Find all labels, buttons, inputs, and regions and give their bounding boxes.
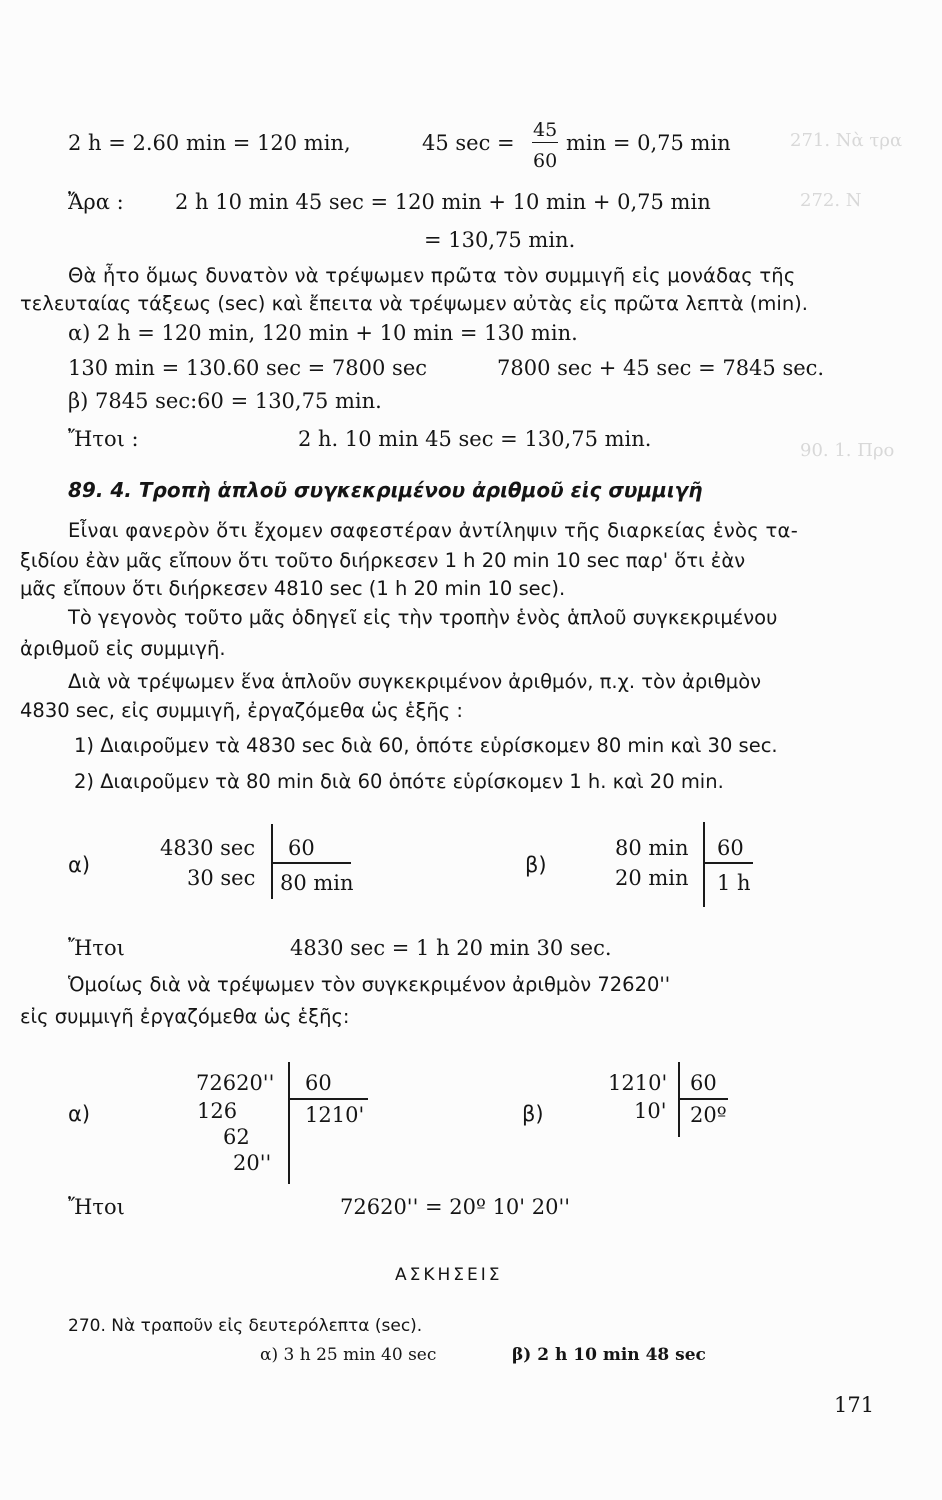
bleed-through-text: 90. 1. Προ <box>800 440 895 461</box>
section-para-6: Διὰ νὰ τρέψωμεν ἕνα ἁπλοῦν συγκεκριμένον ἀριθμόν, π.χ. τὸν ἀριθμὸν <box>68 670 762 693</box>
exercise-270: 270. Νὰ τραποῦν εἰς δευτερόλεπτα (sec). <box>68 1316 423 1336</box>
para1-line-4b: 7800 sec + 45 sec = 7845 sec. <box>497 356 825 380</box>
div2-remainder-2: 62 <box>223 1125 250 1149</box>
section-para-2: ξιδίου ἐὰν μᾶς εἴπουν ὅτι τοῦτο διήρκεσεν 1 h 20 min 10 sec παρ' ὅτι ἐὰν <box>20 549 746 572</box>
bleed-through-text: 272. Ν <box>800 190 862 211</box>
ara-label: Ἄρα : <box>68 190 124 214</box>
result1-text: 4830 sec = 1 h 20 min 30 sec. <box>290 936 612 960</box>
div2-b-dividend: 1210' <box>608 1071 668 1095</box>
div1-alpha-label: α) <box>68 853 91 877</box>
div2-horizontal-line <box>288 1098 368 1100</box>
para1-line-3: α) 2 h = 120 min, 120 min + 10 min = 130 min. <box>68 321 578 345</box>
exercises-title: ΑΣΚΗΣΕΙΣ <box>395 1265 503 1285</box>
div2-b-vertical-line <box>678 1062 680 1137</box>
div2-b-remainder: 10' <box>634 1099 667 1123</box>
div2-b-quotient: 20º <box>690 1103 727 1127</box>
div1-b-quotient: 1 h <box>717 871 751 895</box>
fraction-bar <box>532 142 558 143</box>
div2-b-horizontal-line <box>678 1098 728 1100</box>
section-para-7: 4830 sec, εἰς συμμιγῆ, ἐργαζόμεθα ὡς ἑξῆς : <box>20 699 463 722</box>
div1-dividend: 4830 sec <box>160 836 256 860</box>
div1-remainder: 30 sec <box>187 866 256 890</box>
section-para-5: ἀριθμοῦ εἰς συμμιγῆ. <box>20 637 226 660</box>
etoi-label: Ἤτοι : <box>68 427 139 451</box>
calc-line-1b: 45 sec = <box>422 131 515 155</box>
page-number: 171 <box>834 1393 875 1417</box>
div1-divisor: 60 <box>288 836 315 860</box>
result2-label: Ἤτοι <box>68 1195 125 1219</box>
section-para-1: Εἶναι φανερὸν ὅτι ἔχομεν σαφεστέραν ἀντίληψιν τῆς διαρκείας ἑνὸς τα- <box>68 519 799 542</box>
fraction-denominator: 60 <box>533 150 558 172</box>
para2-line-1: Ὁμοίως διὰ νὰ τρέψωμεν τὸν συγκεκριμένον ἀριθμὸν 72620'' <box>68 973 671 996</box>
div1-b-dividend: 80 min <box>615 836 689 860</box>
result1-label: Ἤτοι <box>68 936 125 960</box>
div1-horizontal-line <box>271 862 351 864</box>
para1-line-1: Θὰ ἦτο ὅμως δυνατὸν νὰ τρέψωμεν πρῶτα τὸν συμμιγῆ εἰς μονάδας τῆς <box>68 264 796 287</box>
div2-remainder-1: 126 <box>197 1099 238 1123</box>
div1-beta-label: β) <box>525 853 547 877</box>
div2-dividend: 72620'' <box>196 1071 275 1095</box>
section-step-1: 1) Διαιροῦμεν τὰ 4830 sec διὰ 60, ὁπότε εὑρίσκομεν 80 min καὶ 30 sec. <box>74 734 778 757</box>
calc-line-1a: 2 h = 2.60 min = 120 min, <box>68 131 351 155</box>
result2-text: 72620'' = 20º 10' 20'' <box>340 1195 571 1219</box>
para1-line-5: β) 7845 sec:60 = 130,75 min. <box>68 389 382 413</box>
exercise-270-b: β) 2 h 10 min 48 sec <box>512 1345 706 1365</box>
div2-quotient: 1210' <box>305 1103 365 1127</box>
div1-b-divisor: 60 <box>717 836 744 860</box>
exercise-270-a: α) 3 h 25 min 40 sec <box>260 1345 437 1365</box>
div2-divisor: 60 <box>305 1071 332 1095</box>
div2-b-divisor: 60 <box>690 1071 717 1095</box>
div1-b-horizontal-line <box>703 862 753 864</box>
div2-alpha-label: α) <box>68 1102 91 1126</box>
fraction-numerator: 45 <box>533 119 558 141</box>
bleed-through-text: 271. Νὰ τρα <box>790 130 903 151</box>
calc-line-3: = 130,75 min. <box>424 228 576 252</box>
para1-line-2: τελευταίας τάξεως (sec) καὶ ἔπειτα νὰ τρέψωμεν αὐτὰς εἰς πρῶτα λεπτὰ (min). <box>20 292 808 315</box>
calc-line-1c: min = 0,75 min <box>566 131 731 155</box>
para1-line-4a: 130 min = 130.60 sec = 7800 sec <box>68 356 428 380</box>
para2-line-2: εἰς συμμιγῆ ἐργαζόμεθα ὡς ἑξῆς: <box>20 1005 350 1028</box>
div2-vertical-line <box>288 1062 290 1184</box>
section-para-4: Τὸ γεγονὸς τοῦτο μᾶς ὁδηγεῖ εἰς τὴν τροπὴν ἑνὸς ἁπλοῦ συγκεκριμένου <box>68 606 778 629</box>
section-heading: 89. 4. Τροπὴ ἁπλοῦ συγκεκριμένου ἀριθμοῦ εἰς συμμιγῆ <box>68 478 703 502</box>
div1-b-vertical-line <box>703 822 705 907</box>
para1-line-6: 2 h. 10 min 45 sec = 130,75 min. <box>298 427 652 451</box>
div1-quotient: 80 min <box>280 871 354 895</box>
section-para-3: μᾶς εἴπουν ὅτι διήρκεσεν 4810 sec (1 h 20 min 10 sec). <box>20 577 566 600</box>
calc-line-2: 2 h 10 min 45 sec = 120 min + 10 min + 0,75 min <box>175 190 711 214</box>
div2-remainder-3: 20'' <box>233 1151 272 1175</box>
div1-b-remainder: 20 min <box>615 866 689 890</box>
div2-beta-label: β) <box>522 1102 544 1126</box>
section-step-2: 2) Διαιροῦμεν τὰ 80 min διὰ 60 ὁπότε εὑρίσκομεν 1 h. καὶ 20 min. <box>74 770 724 793</box>
